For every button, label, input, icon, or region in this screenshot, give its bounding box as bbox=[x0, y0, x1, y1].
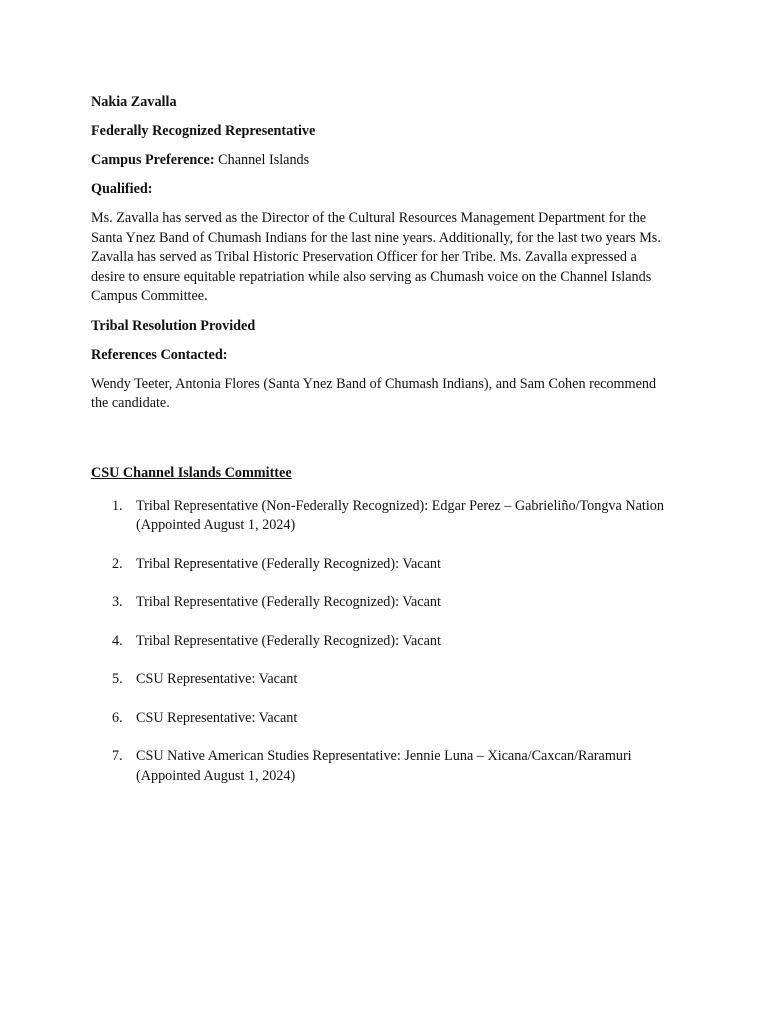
candidate-type: Federally Recognized Representative bbox=[91, 123, 316, 139]
tribal-resolution: Tribal Resolution Provided bbox=[91, 317, 256, 334]
list-item-number: 7. bbox=[112, 748, 123, 765]
list-item-text: CSU Representative: Vacant bbox=[136, 709, 298, 726]
list-item-text: CSU Native American Studies Representative: Jennie Luna – Xicana/Caxcan/Raramuri (Appointed August 1, 2024) bbox=[136, 748, 632, 784]
list-item-number: 6. bbox=[112, 709, 123, 726]
list-item bbox=[91, 632, 671, 652]
references-text: Wendy Teeter, Antonia Flores (Santa Ynez Band of Chumash Indians), and Sam Cohen recommend the candidate. bbox=[91, 375, 657, 411]
qualified-text: Ms. Zavalla has served as the Director of the Cultural Resources Management Department for the Santa Ynez Band of Chumash Indians for the last nine years. Additionally, for the last two years Ms. Zavalla has served as Tribal Historic Preservation Officer for her Tribe. Ms. Zavalla expressed a desire to ensure equitable repatriation while also serving as Chumash voice on the Channel Islands Campus Committee. bbox=[91, 210, 661, 304]
list-item-text: Tribal Representative (Federally Recognized): Vacant bbox=[136, 555, 441, 572]
committee-list bbox=[91, 497, 671, 787]
campus-preference-label: Campus Preference: bbox=[91, 152, 215, 168]
list-item bbox=[91, 593, 671, 613]
list-item bbox=[91, 747, 671, 786]
campus-preference-value: Channel Islands bbox=[214, 152, 310, 168]
list-item-text: Tribal Representative (Non-Federally Recognized): Edgar Perez – Gabrieliño/Tongva Nation (Appointed August 1, 2024) bbox=[136, 497, 664, 534]
qualified-label: Qualified: bbox=[91, 181, 153, 197]
list-item-text: Tribal Representative (Federally Recognized): Vacant bbox=[136, 594, 441, 611]
list-item-number: 1. bbox=[112, 497, 123, 514]
document-page bbox=[91, 93, 671, 805]
list-item-text: CSU Representative: Vacant bbox=[136, 671, 298, 688]
list-item bbox=[91, 497, 671, 536]
list-item bbox=[91, 555, 671, 575]
list-item bbox=[91, 709, 671, 729]
list-item-text: Tribal Representative (Federally Recognized): Vacant bbox=[136, 632, 441, 649]
campus-preference bbox=[91, 151, 671, 170]
list-item-number: 4. bbox=[112, 632, 123, 649]
list-item-number: 5. bbox=[112, 671, 123, 688]
list-item-number: 2. bbox=[112, 555, 123, 572]
list-item-number: 3. bbox=[112, 594, 123, 611]
committee-title: CSU Channel Islands Committee bbox=[91, 464, 292, 481]
list-item bbox=[91, 670, 671, 690]
references-label: References Contacted: bbox=[91, 346, 228, 363]
candidate-name: Nakia Zavalla bbox=[91, 94, 177, 110]
